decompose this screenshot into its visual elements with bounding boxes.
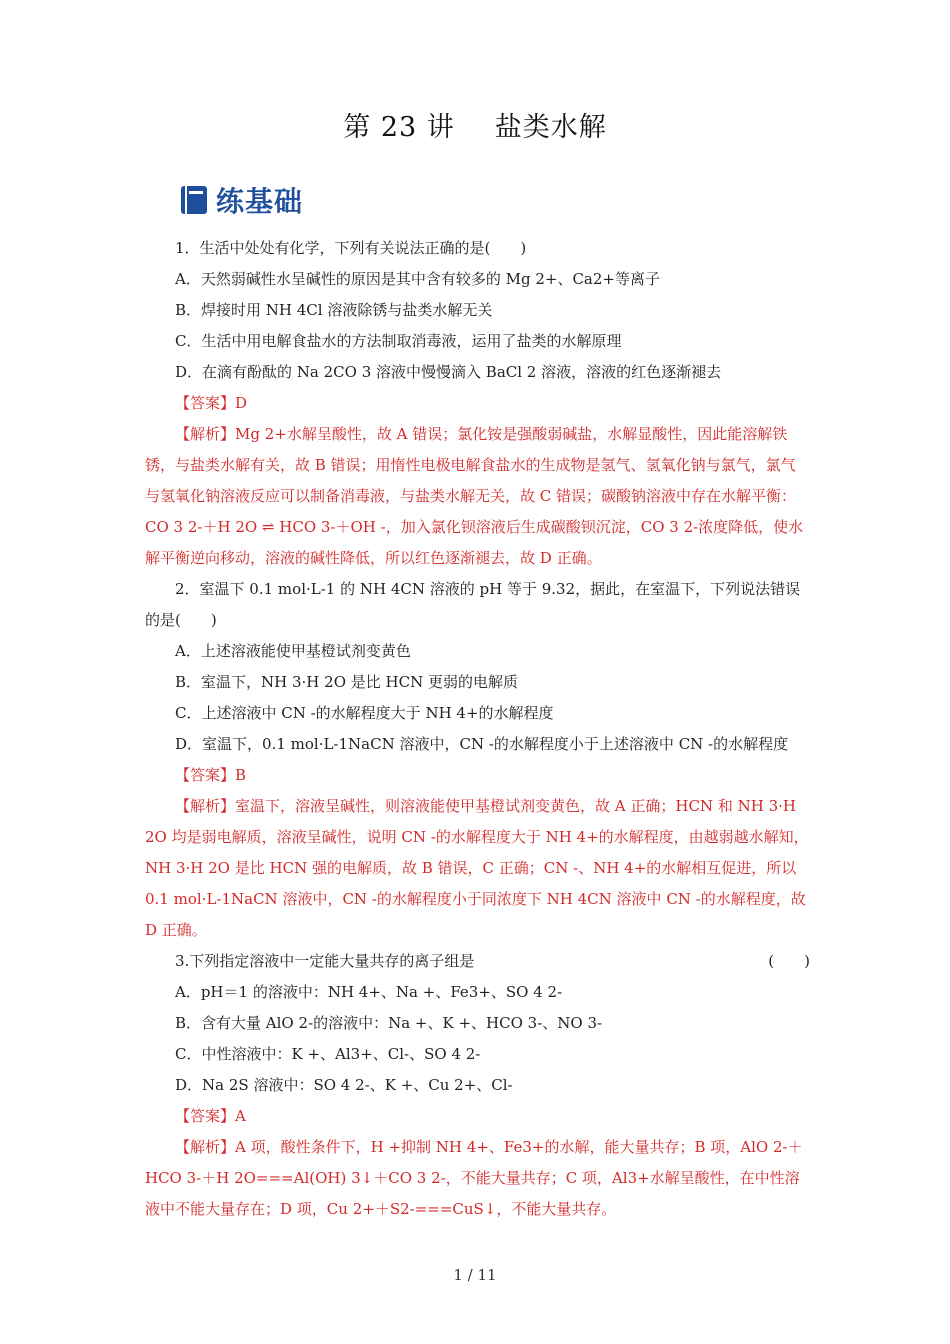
explanation: 【解析】A 项，酸性条件下，H +抑制 NH 4+、Fe3+的水解，能大量共存；B 项，AlO 2-＋HCO 3-＋H 2O===Al(OH) 3↓＋CO 3 2-，不能大量共存；C 项，Al3+水解呈酸性，在中性溶液中不能大量存在；D 项，Cu 2+＋S2-===CuS↓，不能大量共存。 (145, 1138, 803, 1218)
page-number: 1 / 11 (453, 1266, 497, 1284)
answer: 【答案】A (175, 1107, 246, 1125)
section-label: 练基础 (216, 185, 304, 218)
option-d: D．室温下，0.1 mol·L-1NaCN 溶液中，CN -的水解程度小于上述溶液中 CN -的水解程度 (175, 735, 789, 753)
answer: 【答案】B (175, 766, 247, 784)
option-b: B．焊接时用 NH 4Cl 溶液除锈与盐类水解无关 (175, 301, 493, 319)
section-header (180, 182, 303, 218)
explanation: 【解析】Mg 2+水解呈酸性，故 A 错误；氯化铵是强酸弱碱盐，水解显酸性，因此能溶解铁锈，与盐类水解有关，故 B 错误；用惰性电极电解食盐水的生成物是氢气、氢氧化钠与氯气，氯气与氢氧化钠溶液反应可以制备消毒液，与盐类水解无关，故 C 错误；碳酸钠溶液中存在水解平衡：CO 3 2-＋H 2O ⇌ HCO 3-＋OH -，加入氯化钡溶液后生成碳酸钡沉淀，CO 3 2-浓度降低，使水解平衡逆向移动，溶液的碱性降低，所以红色逐渐褪去，故 D 正确。 (145, 425, 804, 567)
option-d: D．在滴有酚酞的 Na 2CO 3 溶液中慢慢滴入 BaCl 2 溶液，溶液的红色逐渐褪去 (175, 363, 722, 381)
page-title-lecture: 第 23 讲 (343, 112, 455, 143)
question-3 (145, 946, 810, 1225)
page-title (0, 105, 950, 144)
option-c: C．上述溶液中 CN -的水解程度大于 NH 4+的水解程度 (175, 704, 554, 722)
option-a: A．天然弱碱性水呈碱性的原因是其中含有较多的 Mg 2+、Ca2+等离子 (175, 270, 660, 288)
question-1 (145, 233, 810, 574)
answer: 【答案】D (175, 394, 248, 412)
question-stem-text: 3.下列指定溶液中一定能大量共存的离子组是 (175, 952, 475, 970)
option-c: C．生活中用电解食盐水的方法制取消毒液，运用了盐类的水解原理 (175, 332, 622, 350)
question-2 (145, 574, 810, 946)
question-stem (145, 946, 810, 977)
option-c: C．中性溶液中：K +、Al3+、Cl-、SO 4 2- (175, 1045, 481, 1063)
question-list (145, 233, 810, 1225)
option-a: A．上述溶液能使甲基橙试剂变黄色 (175, 642, 411, 660)
question-stem: 2．室温下 0.1 mol·L-1 的 NH 4CN 溶液的 pH 等于 9.32，据此，在室温下，下列说法错误的是( ) (145, 580, 801, 629)
question-stem: 1．生活中处处有化学，下列有关说法正确的是( ) (175, 239, 527, 257)
page-title-topic: 盐类水解 (494, 112, 607, 143)
option-b: B．含有大量 AlO 2-的溶液中：Na +、K +、HCO 3-、NO 3- (175, 1014, 603, 1032)
option-d: D．Na 2S 溶液中：SO 4 2-、K +、Cu 2+、Cl- (175, 1076, 513, 1094)
explanation: 【解析】室温下，溶液呈碱性，则溶液能使甲基橙试剂变黄色，故 A 正确；HCN 和 NH 3·H 2O 均是弱电解质，溶液呈碱性，说明 CN -的水解程度大于 NH 4+的水解程度，由越弱越水解知，NH 3·H 2O 是比 HCN 强的电解质，故 B 错误，C 正确；CN -、NH 4+的水解相互促进，所以 0.1 mol·L-1NaCN 溶液中，CN -的水解程度小于同浓度下 NH 4CN 溶液中 CN -的水解程度，故 D 正确。 (145, 797, 809, 939)
answer-bracket: ( ) (768, 952, 810, 970)
book-icon (180, 185, 208, 215)
option-a: A．pH＝1 的溶液中：NH 4+、Na +、Fe3+、SO 4 2- (175, 983, 563, 1001)
option-b: B．室温下，NH 3·H 2O 是比 HCN 更弱的电解质 (175, 673, 518, 691)
